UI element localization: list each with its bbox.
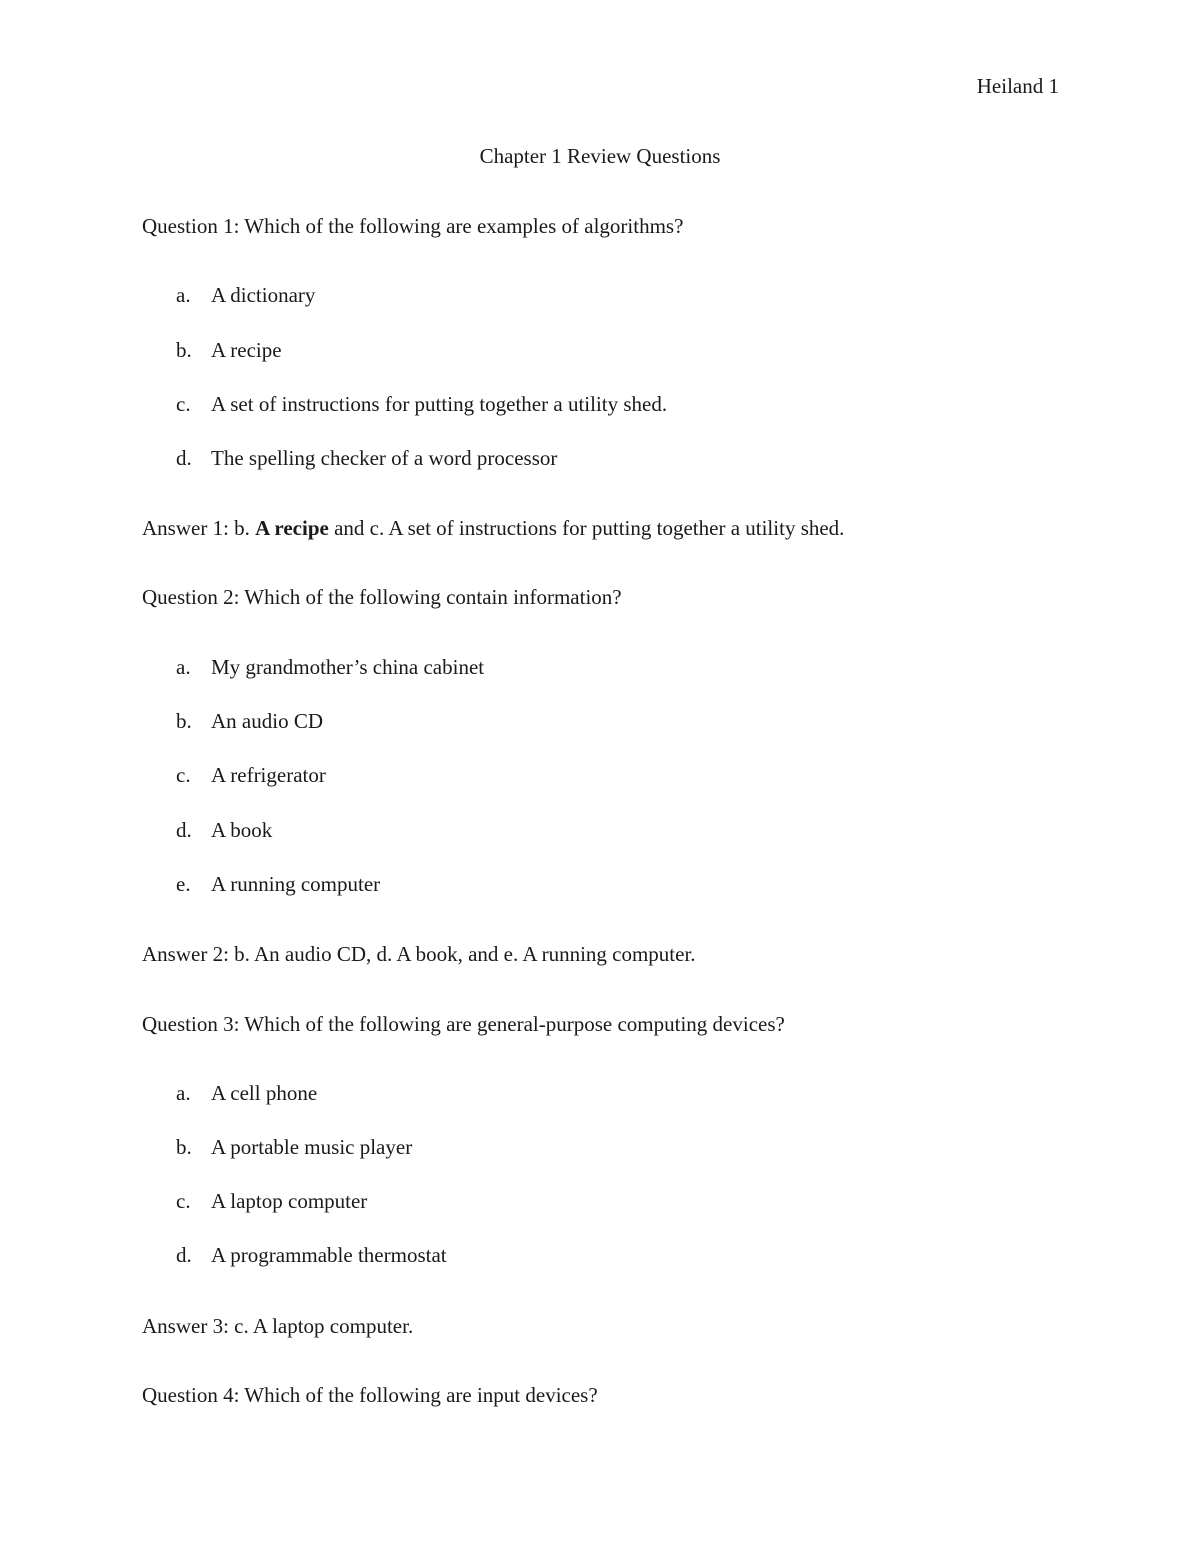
- option-text: A running computer: [211, 872, 381, 896]
- option-text: A refrigerator: [211, 763, 326, 787]
- answer-1-suffix: and c. A set of instructions for putting together a utility shed.: [328, 516, 845, 540]
- option-text: A dictionary: [211, 283, 316, 307]
- option-letter: d.: [176, 446, 192, 470]
- q2-option-d: [176, 817, 272, 843]
- answer-1-bold: A recipe: [255, 516, 329, 540]
- q1-option-c: [176, 391, 667, 417]
- question-4: Question 4: Which of the following are input devices?: [142, 1383, 598, 1407]
- q1-option-d: [176, 445, 557, 471]
- option-text: A laptop computer: [211, 1189, 368, 1213]
- answer-3: Answer 3: c. A laptop computer.: [142, 1314, 414, 1338]
- option-letter: d.: [176, 1243, 192, 1267]
- q2-option-a: [176, 654, 484, 680]
- option-text: A programmable thermostat: [211, 1243, 447, 1267]
- answer-1: [142, 515, 844, 541]
- option-letter: c.: [176, 392, 191, 416]
- option-letter: b.: [176, 709, 192, 733]
- option-letter: d.: [176, 818, 192, 842]
- answer-2: Answer 2: b. An audio CD, d. A book, and e. A running computer.: [142, 942, 696, 966]
- option-text: A portable music player: [211, 1135, 413, 1159]
- question-3: Question 3: Which of the following are general-purpose computing devices?: [142, 1012, 785, 1036]
- q3-option-a: [176, 1080, 317, 1106]
- option-text: A set of instructions for putting together a utility shed.: [211, 392, 668, 416]
- option-text: A book: [211, 818, 273, 842]
- q2-option-c: [176, 762, 326, 788]
- q3-option-d: [176, 1242, 447, 1268]
- option-letter: a.: [176, 1081, 191, 1105]
- question-2: Question 2: Which of the following contain information?: [142, 585, 622, 609]
- q2-option-e: [176, 871, 380, 897]
- option-text: A cell phone: [211, 1081, 318, 1105]
- q3-option-c: [176, 1188, 367, 1214]
- q1-option-b: [176, 337, 282, 363]
- option-letter: c.: [176, 1189, 191, 1213]
- q3-option-b: [176, 1134, 412, 1160]
- option-letter: c.: [176, 763, 191, 787]
- q2-option-b: [176, 708, 323, 734]
- option-letter: a.: [176, 655, 191, 679]
- option-text: An audio CD: [211, 709, 323, 733]
- q1-option-a: [176, 282, 315, 308]
- option-text: The spelling checker of a word processor: [211, 446, 558, 470]
- page-title: Chapter 1 Review Questions: [479, 144, 721, 168]
- option-letter: e.: [176, 872, 191, 896]
- option-text: My grandmother’s china cabinet: [211, 655, 485, 679]
- option-letter: b.: [176, 1135, 192, 1159]
- page-header-number: Heiland 1: [976, 74, 1059, 98]
- option-letter: b.: [176, 338, 192, 362]
- answer-1-prefix: Answer 1: b.: [142, 516, 256, 540]
- option-text: A recipe: [211, 338, 282, 362]
- question-1: Question 1: Which of the following are examples of algorithms?: [142, 214, 684, 238]
- option-letter: a.: [176, 283, 191, 307]
